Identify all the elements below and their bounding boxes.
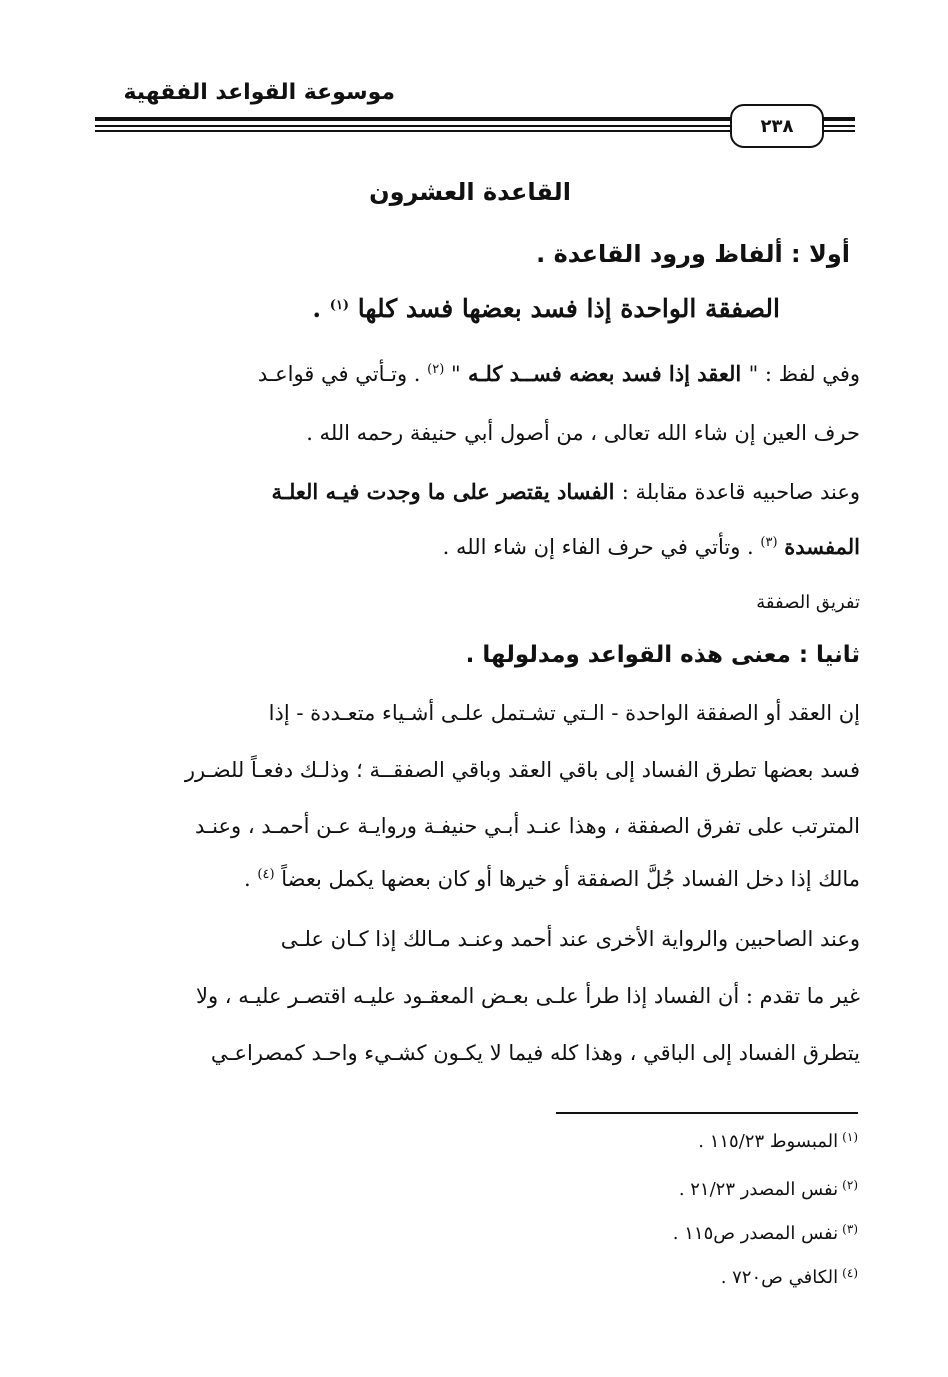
paragraph-3-line-4 [80,868,860,890]
footnote-text: الكافي ص٧٢٠ . [720,1267,839,1288]
page-number: ٢٣٨ [730,104,824,148]
footnote-mark-1: (١) [329,298,350,313]
bold-word: المفسدة [784,534,860,559]
footnote-number: (١) [842,1130,858,1144]
section-title-2: ثانيا : معنى هذه القواعد ومدلولها . [465,642,860,668]
paragraph-1-line-1 [80,363,860,385]
bold-counter-rule: الفساد يقتصر على ما وجدت فيـه العلـة [271,479,622,504]
section-title-1: أولا : ألفاظ ورود القاعدة . [536,240,850,268]
paragraph-4-line-3: يتطرق الفساد إلى الباقي ، وهذا كله فيما لا يكـون كشـيء واحـد كمصراعـي [210,1041,860,1065]
rule-statement [80,296,780,321]
footnote-2 [500,1178,858,1200]
footnote-text: نفس المصدر ص١١٥ . [672,1223,839,1244]
footnote-3 [500,1222,858,1244]
footnote-number: (٢) [842,1178,858,1192]
rule-end: . [312,294,322,323]
paragraph-3-line-3: المترتب على تفرق الصفقة ، وهذا عنـد أبـي حنيفـة وروايـة عـن أحمـد ، وعنـد [194,814,860,838]
footnote-separator [556,1112,858,1114]
text-span: وعند صاحبيه قاعدة مقابلة : [621,480,860,504]
chapter-heading: القاعدة العشرون [369,178,571,206]
text-span: . [244,867,251,891]
footnote-4 [500,1266,858,1288]
text-span: . وتأتي في حرف الفاء إن شاء الله . [442,535,754,559]
text-span: وفي لفظ : " [748,362,860,386]
running-header-title: موسوعة القواعد الفقهية [123,80,395,105]
footnote-1 [500,1130,858,1152]
footnote-mark-4: (٤) [257,867,275,882]
paragraph-2-line-2 [80,536,860,558]
bold-rule-variant: العقد إذا فسد بعضه فســد كلـه [460,361,749,386]
rule-text: الصفقة الواحدة إذا فسد بعضها فسد كلها [357,294,780,323]
paragraph-2-line-1 [80,481,860,503]
text-span: مالك إذا دخل الفساد جُلَّ الصفقة أو خيرها أو كان بعضها يكمل بعضاً [281,867,860,891]
text-span: " [451,362,461,386]
paragraph-3-line-1: إن العقد أو الصفقة الواحدة - الـتي تشـتمل علـى أشـياء متعـددة - إذا [268,701,860,725]
footnote-text: نفس المصدر ٢١/٢٣ . [678,1179,839,1200]
footnote-mark-3: (٣) [760,535,778,550]
margin-note: تفريق الصفقة [756,592,860,613]
footnote-text: المبسوط ١١٥/٢٣ . [698,1131,839,1152]
text-span: . وتـأتي في قواعـد [257,362,421,386]
paragraph-1-line-2: حرف العين إن شاء الله تعالى ، من أصول أبي حنيفة رحمه الله . [306,421,860,445]
paragraph-4-line-1: وعند الصاحبين والرواية الأخرى عند أحمد وعنـد مـالك إذا كـان علـى [280,927,860,951]
footnote-mark-2: (٢) [427,362,445,377]
paragraph-3-line-2: فسد بعضها تطرق الفساد إلى باقي العقد وباقي الصفقــة ؛ وذلـك دفعـاً للضـرر [184,758,860,782]
footnote-number: (٣) [842,1222,858,1236]
footnote-number: (٤) [842,1266,858,1280]
paragraph-4-line-2: غير ما تقدم : أن الفساد إذا طرأ علـى بعـض المعقـود عليـه اقتصـر عليـه ، ولا [196,984,860,1008]
